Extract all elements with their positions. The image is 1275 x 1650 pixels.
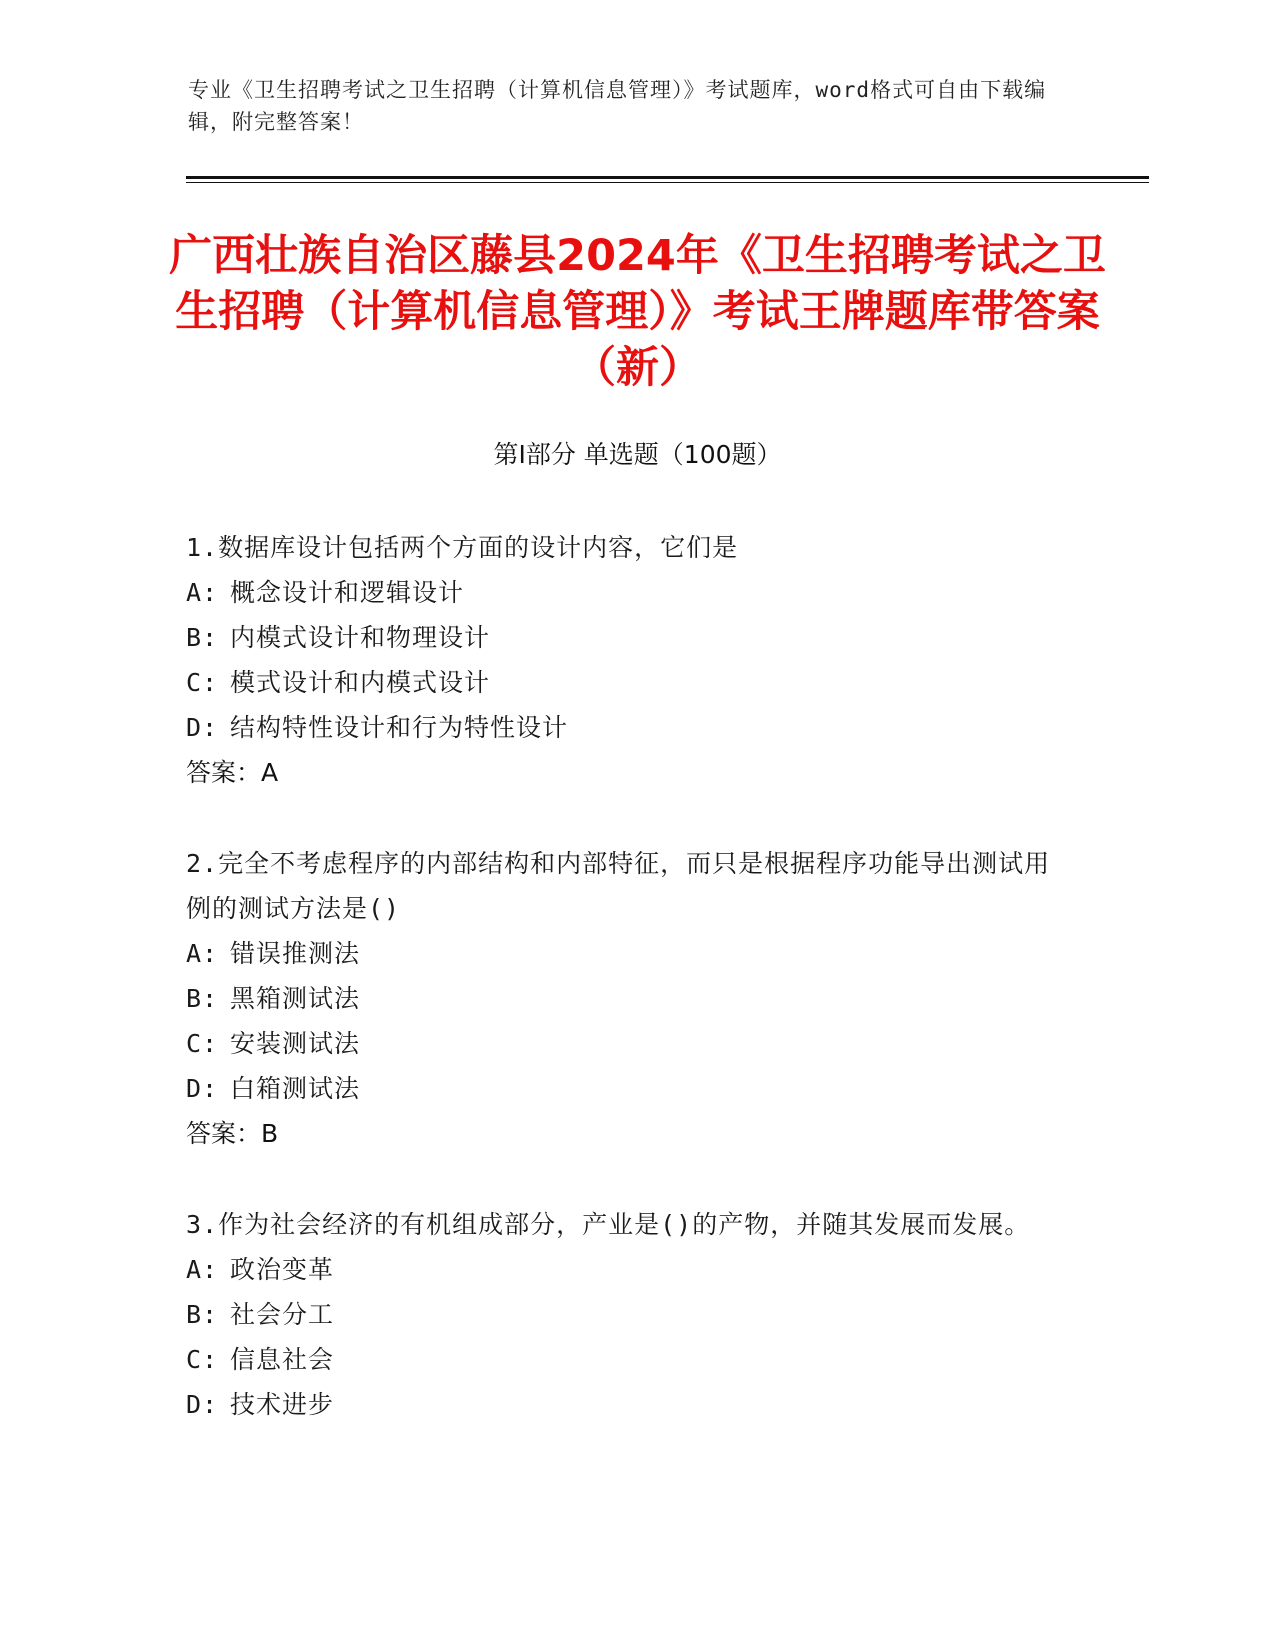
option-b <box>186 615 1066 660</box>
document-title: 广西壮族自治区藤县2024年《卫生招聘考试之卫生招聘（计算机信息管理）》考试王牌题库带答案（新） <box>169 231 1106 393</box>
option-text: 白箱测试法 <box>230 1074 361 1103</box>
option-text: 模式设计和内模式设计 <box>230 668 491 697</box>
question-2 <box>186 841 1066 1156</box>
header-rule-thin <box>186 182 1149 183</box>
option-d <box>186 1066 1066 1111</box>
option-letter: D: <box>186 1390 219 1419</box>
question-stem: 3.作为社会经济的有机组成部分，产业是()的产物，并随其发展而发展。 <box>186 1210 1031 1239</box>
option-text: 错误推测法 <box>230 939 361 968</box>
option-text: 政治变革 <box>230 1255 335 1284</box>
header-note: 专业《卫生招聘考试之卫生招聘（计算机信息管理）》考试题库，word格式可自由下载编辑，附完整答案！ <box>188 78 1047 134</box>
option-letter: C: <box>186 1345 219 1374</box>
option-letter: C: <box>186 668 219 697</box>
option-letter: A: <box>186 1255 219 1284</box>
option-c <box>186 1337 1066 1382</box>
answer-line: 答案：A <box>186 758 279 787</box>
question-stem: 2.完全不考虑程序的内部结构和内部特征，而只是根据程序功能导出测试用例的测试方法是() <box>186 849 1051 923</box>
option-letter: A: <box>186 939 219 968</box>
option-text: 内模式设计和物理设计 <box>230 623 491 652</box>
option-c <box>186 1021 1066 1066</box>
question-list <box>186 525 1066 1473</box>
question-3 <box>186 1202 1066 1427</box>
option-a <box>186 1247 1066 1292</box>
option-text: 结构特性设计和行为特性设计 <box>230 713 569 742</box>
option-letter: D: <box>186 713 219 742</box>
option-text: 社会分工 <box>230 1300 335 1329</box>
option-letter: A: <box>186 578 219 607</box>
option-d <box>186 1382 1066 1427</box>
option-d <box>186 705 1066 750</box>
option-c <box>186 660 1066 705</box>
option-letter: C: <box>186 1029 219 1058</box>
option-text: 概念设计和逻辑设计 <box>230 578 465 607</box>
option-b <box>186 1292 1066 1337</box>
option-a <box>186 570 1066 615</box>
option-letter: B: <box>186 984 219 1013</box>
header-rule-thick <box>186 176 1149 179</box>
question-stem: 1.数据库设计包括两个方面的设计内容，它们是 <box>186 533 739 562</box>
option-text: 安装测试法 <box>230 1029 361 1058</box>
option-letter: D: <box>186 1074 219 1103</box>
answer-line: 答案：B <box>186 1119 279 1148</box>
section-heading: 第I部分 单选题（100题） <box>493 440 782 469</box>
option-text: 黑箱测试法 <box>230 984 361 1013</box>
question-1 <box>186 525 1066 795</box>
option-a <box>186 931 1066 976</box>
option-letter: B: <box>186 1300 219 1329</box>
option-text: 技术进步 <box>230 1390 335 1419</box>
option-letter: B: <box>186 623 219 652</box>
option-text: 信息社会 <box>230 1345 335 1374</box>
option-b <box>186 976 1066 1021</box>
